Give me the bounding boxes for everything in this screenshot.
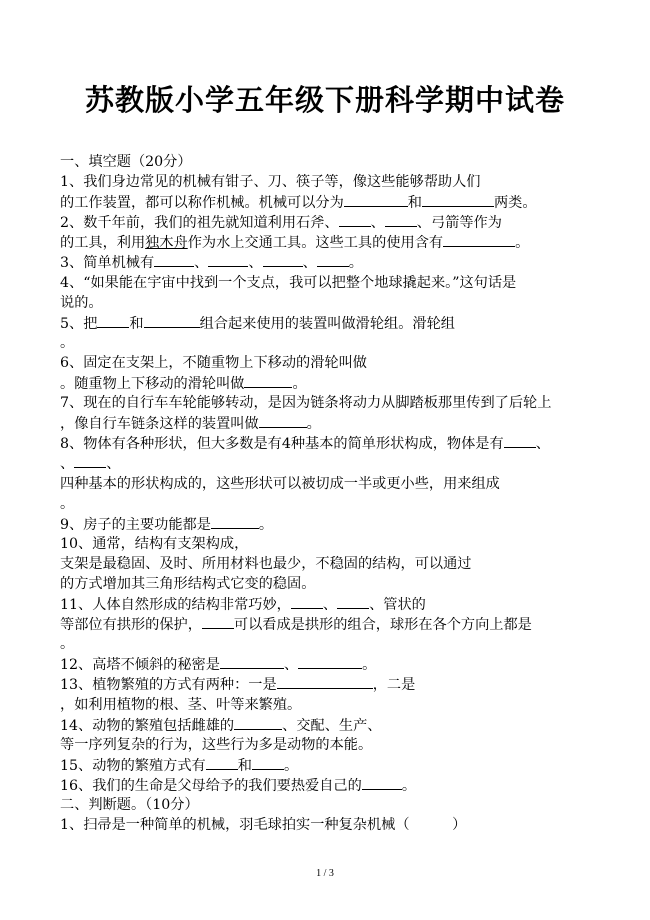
question-text: 、 (60, 456, 75, 473)
question-text: 的工作装置，都可以称作机械。机械可以分为 (60, 195, 344, 212)
answer-blank[interactable] (504, 433, 536, 448)
question-line (60, 534, 600, 554)
question-line (60, 474, 600, 494)
question-line (60, 815, 600, 835)
answer-blank[interactable] (144, 313, 200, 328)
question-text: 、 (283, 657, 299, 674)
question-line (60, 634, 600, 654)
question-text: 的工具，利用 (60, 235, 146, 252)
answer-blank[interactable] (206, 755, 238, 770)
question-text: 、 (302, 255, 317, 272)
question-line (60, 715, 600, 735)
question-text: 。 (283, 757, 299, 774)
question-line (60, 373, 600, 393)
question-text: 。 (515, 235, 530, 252)
question-text: 。 (292, 376, 307, 393)
question-text: 四种基本的形状构成的，这些形状可以被切成一半或更小些，用来组成 (60, 475, 500, 492)
question-line (60, 453, 600, 473)
question-text: 。随重物上下移动的滑轮叫做 (60, 376, 245, 393)
answer-blank[interactable] (298, 654, 362, 669)
question-line (60, 232, 600, 252)
question-text: 和 (237, 757, 252, 774)
question-text: 。 (258, 516, 274, 533)
question-text: 作为水上交通工具。这些工具的使用含有 (187, 235, 444, 252)
answer-blank[interactable] (277, 674, 373, 689)
question-text: 可以看成是拱形的组合，球形在各个方向上都是 (233, 617, 532, 634)
question-line (60, 674, 600, 694)
question-text: 支架是最稳固、及时、所用材料也最少，不稳固的结构，可以通过 (60, 555, 472, 572)
question-line (60, 554, 600, 574)
question-line (60, 514, 600, 534)
question-text: 、 (106, 456, 121, 473)
answer-blank[interactable] (252, 755, 284, 770)
question-line (60, 735, 600, 755)
question-line (60, 252, 600, 272)
question-text: 7、现在的自行车车轮能够转动，是因为链条将动力从脚踏板那里传到了后轮上 (60, 395, 552, 412)
question-line (60, 594, 600, 614)
answer-blank[interactable] (74, 453, 106, 468)
question-text: 、弓箭等作为 (416, 215, 502, 232)
question-text: 8、物体有各种形状，但大多数是有4种基本的简单形状构成，物体是有 (60, 436, 504, 453)
answer-blank[interactable] (422, 192, 494, 207)
answer-blank[interactable] (208, 252, 248, 267)
question-text: 等一序列复杂的行为，这些行为多是动物的本能。 (60, 736, 373, 753)
question-text: 、 (322, 597, 338, 614)
question-line (60, 313, 600, 333)
question-line (60, 795, 600, 815)
question-text: 3、简单机械有 (60, 255, 155, 272)
question-text: 14、动物的繁殖包括雌雄的 (60, 717, 235, 734)
question-text: 13、植物繁殖的方式有两种：一是 (60, 677, 277, 694)
question-line (60, 273, 600, 293)
answer-blank[interactable] (211, 514, 259, 529)
question-text: 16、我们的生命是父母给予的我们要热爱自己的 (60, 777, 362, 794)
answer-blank[interactable] (291, 594, 323, 609)
answer-blank[interactable] (337, 594, 369, 609)
answer-blank[interactable] (443, 232, 515, 247)
question-text: 1、扫帚是一种简单的机械，羽毛球拍实一种复杂机械（ ） (60, 817, 467, 834)
question-line (60, 353, 600, 373)
question-line (60, 574, 600, 594)
question-line (60, 654, 600, 674)
question-text: 。 (362, 657, 377, 674)
question-text: ，如利用植物的根、茎、叶等来繁殖。 (60, 696, 302, 713)
page-number: 1 / 3 (316, 868, 334, 879)
page-title: 苏教版小学五年级下册科学期中试卷 (84, 83, 565, 117)
question-text: 15、动物的繁殖方式有 (60, 757, 206, 774)
question-text: 。 (401, 777, 417, 794)
question-line (60, 172, 600, 192)
answer-blank[interactable] (344, 192, 408, 207)
question-text: 、 (248, 255, 263, 272)
answer-blank[interactable] (259, 413, 307, 428)
question-text: 、 (370, 215, 385, 232)
answer-blank[interactable] (154, 252, 194, 267)
question-text: 4、“如果能在宇宙中找到一个支点，我可以把整个地球撬起来。”这句话是 (60, 274, 517, 291)
answer-blank[interactable] (244, 373, 292, 388)
question-text: 5、把 (60, 315, 98, 332)
question-text: 10、通常，结构有支架构成， (60, 535, 249, 552)
answer-blank[interactable] (317, 252, 349, 267)
question-text: ，二是 (372, 677, 416, 694)
question-text: 和 (407, 195, 422, 212)
question-line (60, 333, 600, 353)
question-line (60, 755, 600, 775)
answer-blank[interactable] (97, 313, 129, 328)
question-line (60, 192, 600, 212)
question-text: 12、高塔不倾斜的秘密是 (60, 657, 220, 674)
question-text: 等部位有拱形的保护， (60, 617, 202, 634)
question-text: 。 (60, 334, 75, 351)
question-text: 2、数千年前，我们的祖先就知道利用石斧、 (60, 215, 339, 232)
question-text: 1、我们身边常见的机械有钳子、刀、筷子等，像这些能够帮助人们 (60, 174, 481, 191)
question-line (60, 494, 600, 514)
question-line (60, 775, 600, 795)
question-text: 。 (60, 495, 75, 512)
question-line (60, 152, 600, 172)
answer-blank[interactable] (202, 614, 234, 629)
question-line (60, 695, 600, 715)
question-text: 。 (60, 636, 75, 653)
question-line (60, 393, 600, 413)
question-text: 11、人体自然形成的结构非常巧妙， (60, 597, 291, 614)
question-text: 、 (535, 436, 550, 453)
question-line (60, 212, 600, 232)
question-text: 6、固定在支架上，不随重物上下移动的滑轮叫做 (60, 354, 367, 371)
answer-blank[interactable] (234, 715, 282, 730)
answer-blank[interactable] (339, 212, 371, 227)
question-text: 。 (348, 255, 363, 272)
answer-blank[interactable] (220, 654, 284, 669)
question-line (60, 614, 600, 634)
question-line (60, 413, 600, 433)
question-text: 、 (194, 255, 209, 272)
answer-blank[interactable] (263, 252, 303, 267)
question-text: 、交配、生产、 (282, 717, 382, 734)
question-text: 的方式增加其三角形结构式它变的稳固。 (60, 575, 316, 592)
exam-content (60, 152, 600, 835)
question-text: 说的。 (60, 294, 103, 311)
question-text: 两类。 (493, 195, 537, 212)
question-line (60, 293, 600, 313)
question-text: 组合起来使用的装置叫做滑轮组。滑轮组 (199, 315, 455, 332)
question-text: 二、判断题。（10分） (60, 797, 199, 813)
answer-blank[interactable] (362, 775, 402, 790)
question-text: 和 (129, 315, 144, 332)
question-line (60, 433, 600, 453)
question-text: 9、房子的主要功能都是 (60, 516, 211, 533)
question-text: 、管状的 (369, 597, 426, 614)
underlined-term: 独木舟 (145, 235, 188, 252)
question-text: ，像自行车链条这样的装置叫做 (60, 416, 259, 433)
answer-blank[interactable] (385, 212, 417, 227)
question-text: 一、填空题（20分） (60, 154, 192, 170)
question-text: 。 (306, 416, 321, 433)
